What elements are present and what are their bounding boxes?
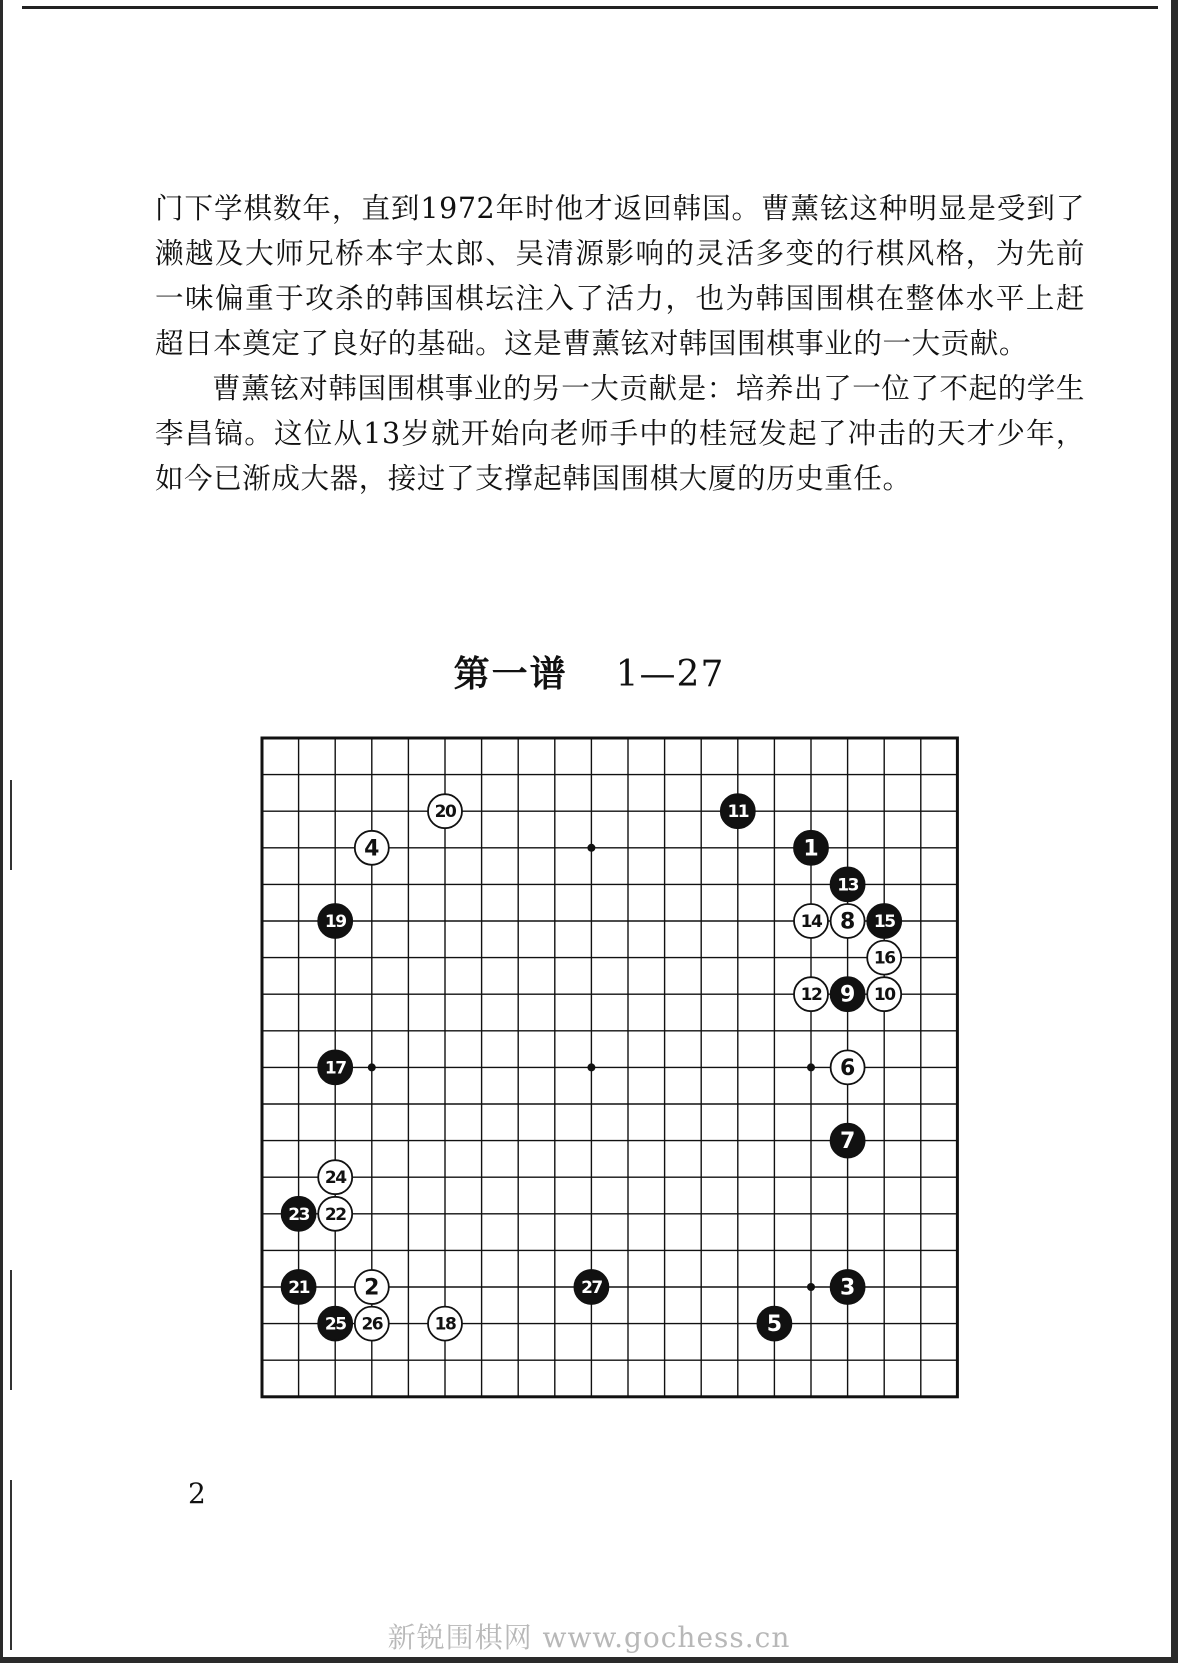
stone-black-move-7 — [831, 1124, 865, 1158]
stone-move-number: 2 — [364, 1275, 380, 1301]
page-number: 2 — [188, 1477, 206, 1510]
stone-black-move-3 — [831, 1270, 865, 1304]
stone-move-number: 1 — [803, 836, 819, 862]
stone-black-move-9 — [831, 977, 865, 1011]
stone-black-move-27 — [574, 1270, 608, 1304]
stone-black-move-5 — [757, 1307, 791, 1341]
diagram-title — [0, 652, 1178, 697]
stone-move-number: 20 — [434, 802, 456, 823]
stone-move-number: 26 — [361, 1314, 383, 1335]
star-point — [587, 844, 595, 852]
stone-white-move-4 — [355, 831, 389, 865]
stone-white-move-14 — [794, 904, 828, 938]
stone-move-number: 13 — [837, 875, 858, 896]
stone-black-move-11 — [721, 794, 755, 828]
stone-move-number: 4 — [364, 836, 380, 862]
stone-move-number: 22 — [324, 1204, 346, 1225]
stone-white-move-2 — [355, 1270, 389, 1304]
star-point — [807, 1283, 815, 1291]
stone-white-move-6 — [831, 1050, 865, 1084]
stone-move-number: 16 — [873, 948, 895, 969]
stone-move-number: 3 — [839, 1275, 856, 1301]
stone-move-number: 18 — [434, 1314, 456, 1335]
stone-black-move-1 — [794, 831, 828, 865]
stone-white-move-24 — [318, 1160, 352, 1194]
stone-move-number: 25 — [324, 1314, 346, 1335]
watermark: 新锐围棋网 www.gochess.cn — [387, 1621, 791, 1654]
stone-move-number: 23 — [288, 1204, 309, 1225]
stone-move-number: 21 — [288, 1278, 309, 1298]
stone-move-number: 12 — [800, 985, 822, 1006]
stone-move-number: 24 — [324, 1168, 346, 1189]
scan-edge-mark — [10, 1270, 12, 1390]
paragraph-1: 门下学棋数年，直到1972年时他才返回韩国。曹薰铉这种明显是受到了濑越及大师兄桥本宇太郎、吴清源影响的灵活多变的行棋风格，为先前一味偏重于攻杀的韩国棋坛注入了活力，也为韩国围棋在整体水平上赶超日本奠定了良好的基础。这是曹薰铉对韩国围棋事业的一大贡献。 — [155, 192, 1085, 360]
body-text — [155, 186, 1085, 501]
stone-move-number: 5 — [766, 1312, 783, 1338]
page-top-rule — [22, 6, 1158, 9]
stone-white-move-26 — [355, 1307, 389, 1341]
page-left-edge — [0, 0, 3, 1663]
stone-move-number: 8 — [839, 909, 856, 935]
stone-white-move-16 — [867, 941, 901, 975]
go-board-diagram — [258, 734, 996, 1408]
stone-move-number: 11 — [727, 802, 749, 823]
star-point — [368, 1063, 376, 1071]
stone-white-move-10 — [867, 977, 901, 1011]
stone-black-move-23 — [282, 1197, 316, 1231]
paragraph-2: 曹薰铉对韩国围棋事业的另一大贡献是：培养出了一位了不起的学生李昌镐。这位从13岁就开始向老师手中的桂冠发起了冲击的天才少年，如今已渐成大器，接过了支撑起韩国围棋大厦的历史重任。 — [155, 372, 1086, 495]
scan-edge-mark — [10, 780, 12, 870]
page-right-edge — [1171, 0, 1178, 1663]
stone-move-number: 17 — [324, 1058, 346, 1079]
stone-white-move-22 — [318, 1197, 352, 1231]
stone-white-move-20 — [428, 794, 462, 828]
stone-move-number: 7 — [839, 1129, 856, 1155]
star-point — [807, 1063, 815, 1071]
stone-white-move-8 — [831, 904, 865, 938]
stone-move-number: 27 — [581, 1278, 602, 1298]
stone-black-move-21 — [282, 1270, 316, 1304]
go-board — [258, 734, 996, 1408]
stone-black-move-25 — [318, 1307, 352, 1341]
stone-black-move-15 — [867, 904, 901, 938]
stone-move-number: 19 — [324, 912, 346, 932]
stone-move-number: 14 — [800, 912, 822, 932]
stone-move-number: 6 — [839, 1055, 856, 1081]
stone-black-move-19 — [318, 904, 352, 938]
stone-move-number: 10 — [873, 985, 895, 1006]
stone-white-move-18 — [428, 1307, 462, 1341]
stone-black-move-13 — [831, 867, 865, 901]
stone-move-number: 15 — [873, 912, 895, 932]
page-bottom-edge — [0, 1657, 1178, 1663]
diagram-move-range: 1—27 — [615, 654, 725, 695]
stone-white-move-12 — [794, 977, 828, 1011]
diagram-title-label: 第一谱 — [453, 653, 568, 695]
stone-black-move-17 — [318, 1050, 352, 1084]
stone-move-number: 9 — [839, 982, 856, 1008]
star-point — [587, 1063, 595, 1071]
